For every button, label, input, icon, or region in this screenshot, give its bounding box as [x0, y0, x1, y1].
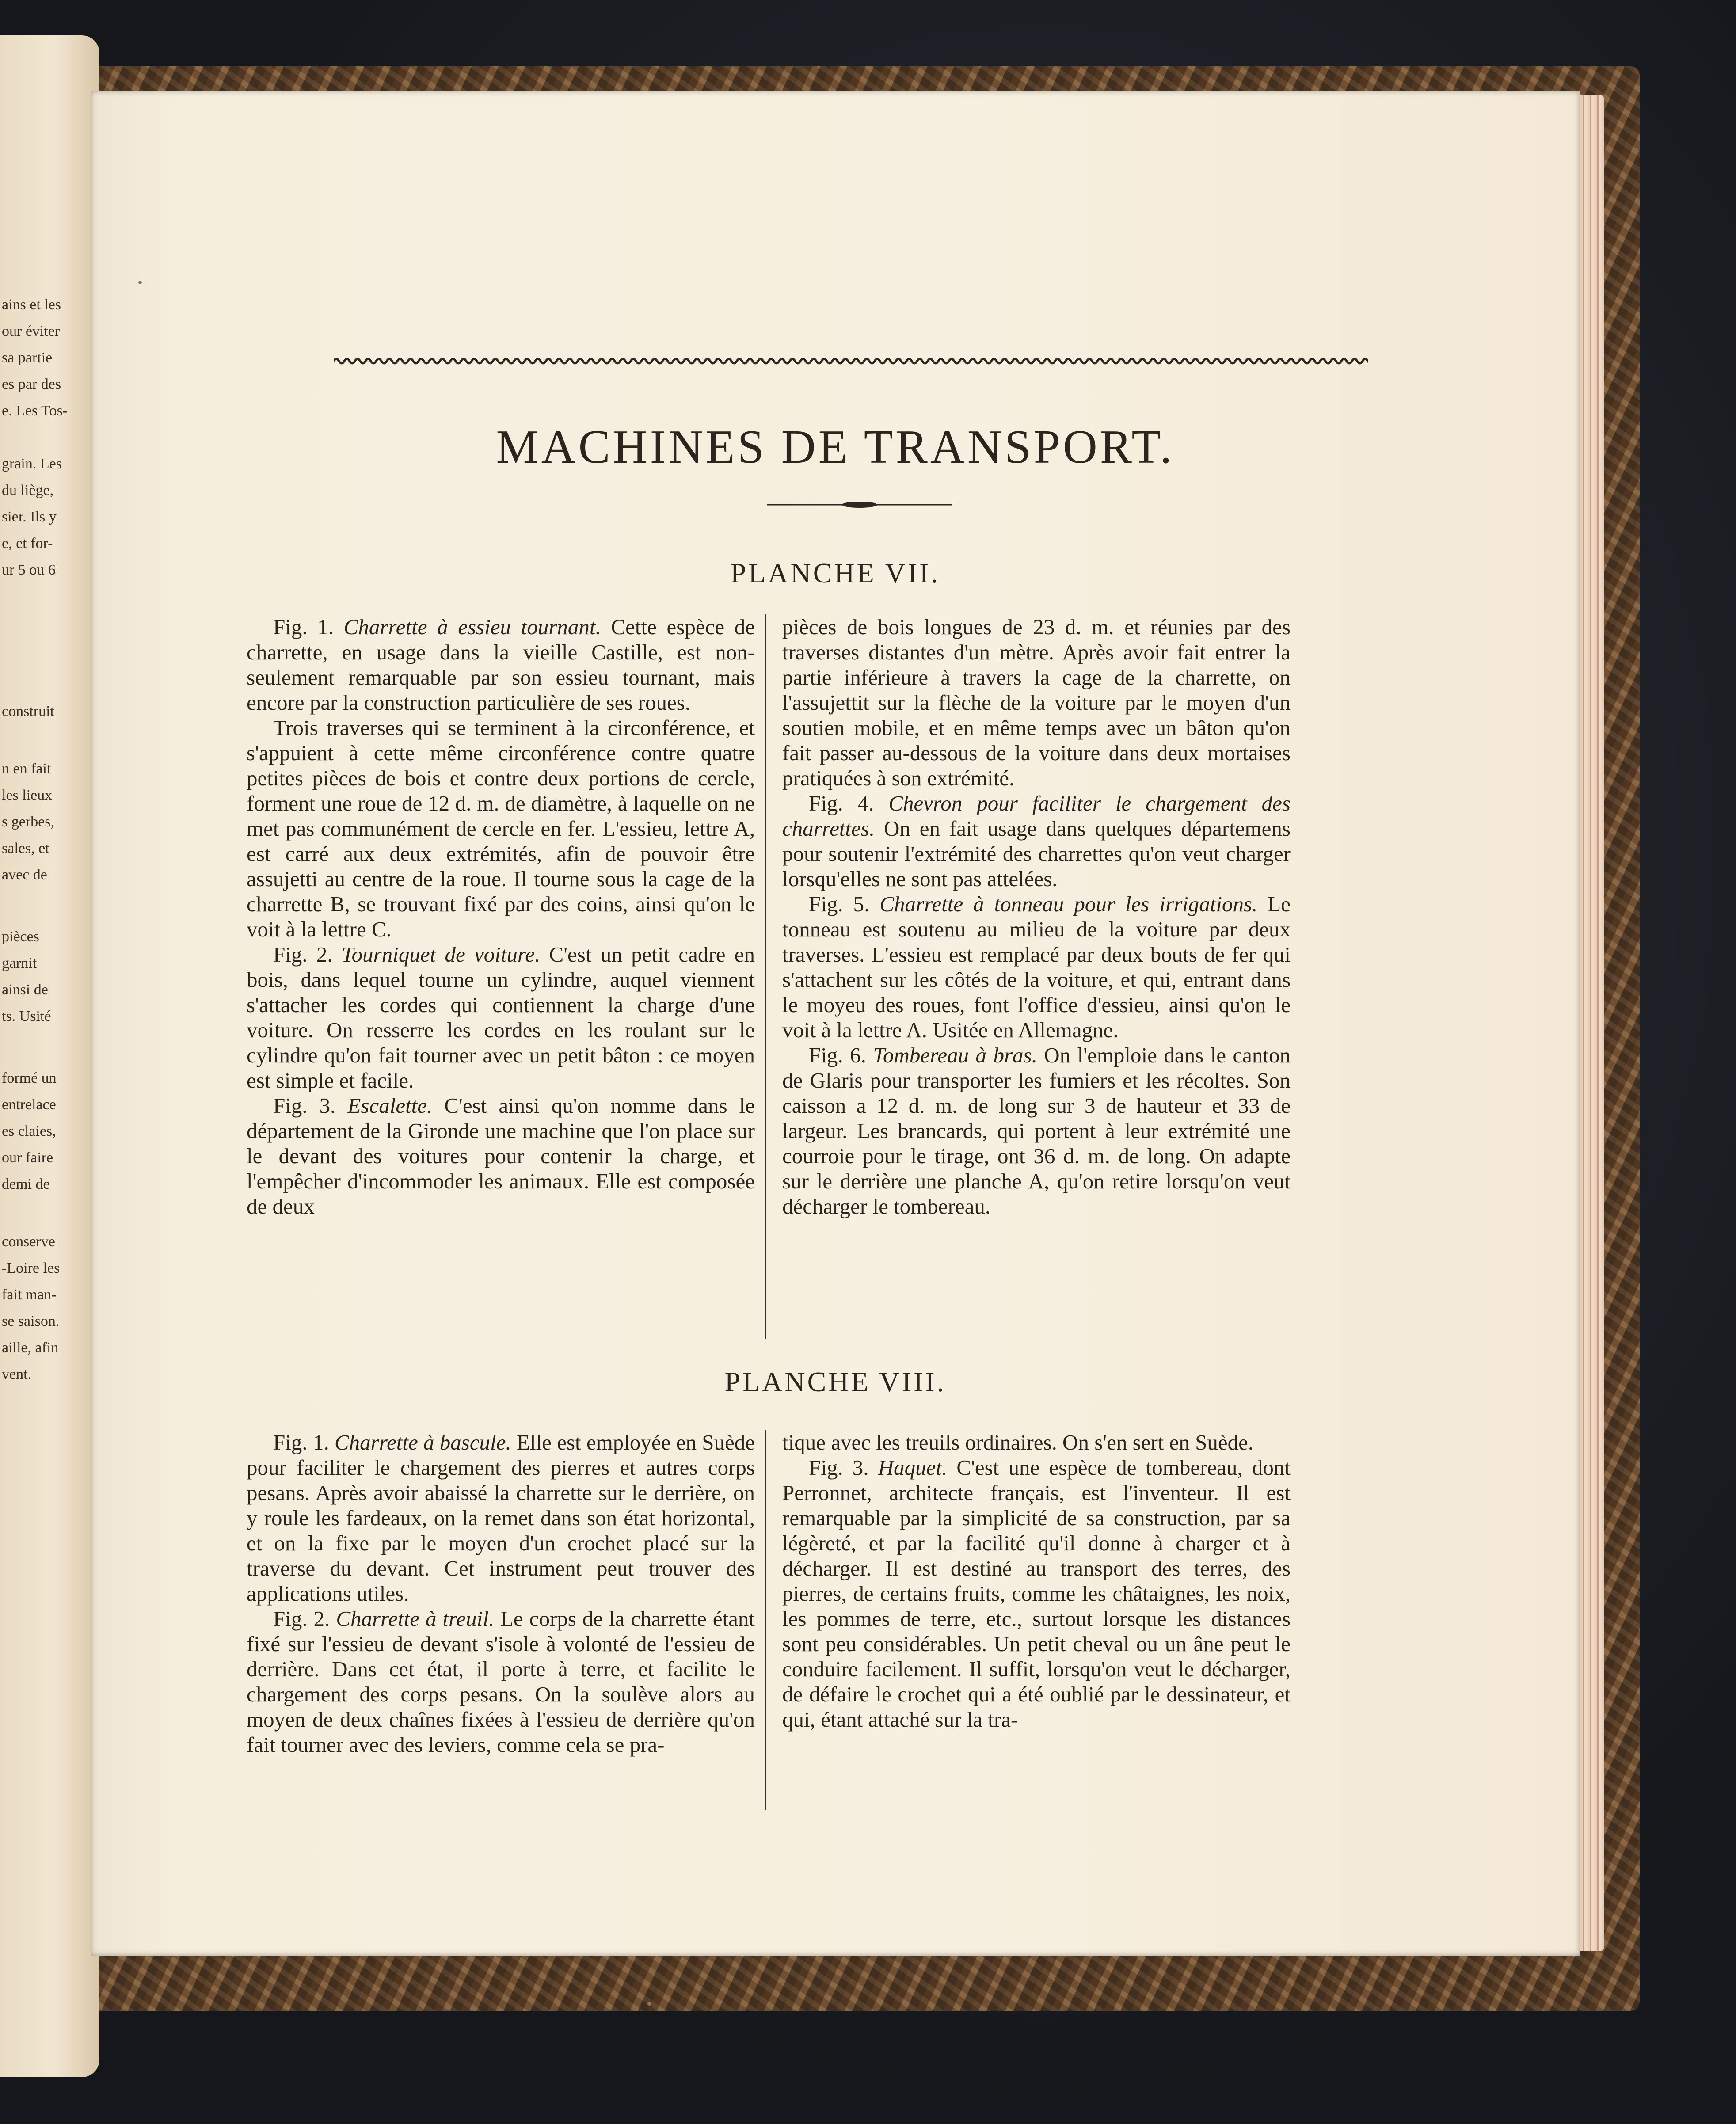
paragraph-text: C'est ainsi qu'on nomme dans le département de la Gironde une machine que l'on place sur le devant des voitures pour contenir la charge, et l'empêcher d'incommoder les animaux. Elle est composée de deux	[247, 1093, 755, 1218]
left-page-fragment: e. Les Tos-	[2, 403, 68, 419]
paragraph-text: On en fait usage dans quelques départemens pour soutenir l'extrémité des charrettes qu'on veut charger lorsqu'elles ne sont pas attelées.	[782, 816, 1291, 891]
paragraph-text: C'est un petit cadre en bois, dans lequel tourne un cylindre, auquel viennent s'attacher les cordes qui contiennent la charge d'une voiture. On resserre les cordes en les roulant sur le cylindre qu'on fait tourner avec un petit bâton : ce moyen est simple et facile.	[247, 942, 755, 1092]
left-page-fragment: sa partie	[2, 350, 53, 366]
left-page-fragment: garnit	[2, 955, 37, 971]
column-divider	[765, 1430, 766, 1810]
column-left-planche-vii	[247, 614, 755, 1219]
figure-caption: Charrette à bascule.	[334, 1430, 511, 1454]
figure-caption: Escalette.	[347, 1093, 433, 1118]
body-paragraph	[782, 1430, 1291, 1455]
left-page-fragment: se saison.	[2, 1313, 60, 1329]
left-page-fragment: es par des	[2, 376, 61, 392]
figure-label: Fig. 1.	[273, 615, 344, 639]
body-paragraph	[782, 1455, 1291, 1732]
figure-caption: Charrette à essieu tournant.	[343, 615, 601, 639]
paragraph-text: Cette espèce de charrette, en usage dans la vieille Castille, est non-seulement remarquable par son essieu tournant, mais encore par la construction particulière de ses roues.	[247, 615, 755, 715]
left-page-fragment: pièces	[2, 929, 39, 945]
body-paragraph	[782, 1043, 1291, 1219]
left-page-fragment: grain. Les	[2, 456, 62, 472]
paragraph-text: Le corps de la charrette étant fixé sur l'essieu de devant s'isole à volonté de l'essieu de derrière. Dans cet état, il porte à terre, et facilite le chargement des corps pesans. On la soulève alors au moyen de deux chaînes fixées à l'essieu de derrière qu'on fait tourner avec des leviers, comme cela se pra-	[247, 1606, 755, 1757]
body-paragraph	[782, 614, 1291, 791]
body-paragraph	[782, 891, 1291, 1043]
figure-caption: Chevron pour faciliter le chargement des charrettes.	[782, 791, 1291, 841]
body-paragraph	[247, 942, 755, 1093]
wavy-rule-ornament	[334, 356, 1368, 366]
paragraph-text: Elle est employée en Suède pour faciliter le chargement des pierres et autres corps pesans. Après avoir abaissé la charrette sur le derrière, on y roule les fardeaux, on la remet dans son état horizontal, et on la fixe par le moyen d'un crochet placé sur la traverse du devant. Cet instrument peut trouver des applications utiles.	[247, 1430, 755, 1606]
left-page-fragment: es claies,	[2, 1123, 56, 1139]
left-page-fragment: fait man-	[2, 1287, 57, 1303]
left-page-fragment: sales, et	[2, 840, 49, 856]
figure-caption: Charrette à treuil.	[336, 1606, 495, 1631]
paragraph-text: C'est une espèce de tombereau, dont Perronnet, architecte français, est l'inventeur. Il est remarquable par la simplicité de sa construction, par sa légèreté, et par la facilité qu'il donne à charger et à décharger. Il est destiné au transport des terres, des pierres, de certains fruits, comme les châtaignes, les noix, les pommes de terre, etc., surtout lorsque les distances sont peu considérables. Un petit cheval ou un âne peut le conduire facilement. Il suffit, lorsqu'on veut le décharger, de défaire le crochet qui a été oublié par le dessinateur, et qui, étant attaché sur la tra-	[782, 1455, 1291, 1732]
left-page-fragment: demi de	[2, 1176, 50, 1192]
page-speck	[647, 2002, 651, 2006]
paragraph-text: tique avec les treuils ordinaires. On s'en sert en Suède.	[782, 1430, 1254, 1454]
paragraph-text: Trois traverses qui se terminent à la circonférence, et s'appuient à cette même circonférence contre quatre petites pièces de bois et contre deux portions de cercle, forment une roue de 12 d. m. de diamètre, à laquelle on ne met pas communément de cercle en fer. L'essieu, lettre A, est carré aux deux extrémités, afin de pouvoir être assujetti au centre de la roue. Il tourne sous la cage de la charrette B, se trouvant fixé par des coins, ainsi qu'on le voit à la lettre C.	[247, 716, 755, 941]
left-page-fragment: les lieux	[2, 787, 53, 803]
figure-label: Fig. 4.	[809, 791, 889, 815]
left-page-fragment: ains et les	[2, 297, 61, 313]
figure-label: Fig. 3.	[273, 1093, 348, 1118]
body-paragraph	[247, 614, 755, 715]
left-page-fragment: our faire	[2, 1150, 53, 1166]
left-page-fragment: avec de	[2, 867, 47, 883]
figure-label: Fig. 2.	[273, 1606, 336, 1631]
body-paragraph	[247, 715, 755, 942]
figure-caption: Haquet.	[878, 1455, 948, 1480]
left-page-fragment: formé un	[2, 1070, 57, 1086]
left-page-fragment: du liège,	[2, 482, 54, 499]
page-title: MACHINES DE TRANSPORT.	[496, 421, 1175, 473]
figure-label: Fig. 5.	[809, 892, 880, 916]
left-page-fragment: -Loire les	[2, 1260, 60, 1276]
figure-label: Fig. 3.	[809, 1455, 878, 1480]
figure-label: Fig. 1.	[273, 1430, 335, 1454]
left-page-fragment: ur 5 ou 6	[2, 562, 56, 578]
figure-label: Fig. 6.	[809, 1043, 873, 1067]
figure-caption: Tourniquet de voiture.	[341, 942, 541, 967]
left-page-fragment: entrelace	[2, 1096, 56, 1113]
left-page-fragment: conserve	[2, 1233, 55, 1250]
column-right-planche-viii	[782, 1430, 1291, 1732]
body-paragraph	[782, 791, 1291, 891]
title-divider-ornament	[767, 499, 952, 510]
left-page-fragment: ainsi de	[2, 982, 48, 998]
figure-caption: Tombereau à bras.	[873, 1043, 1037, 1067]
paragraph-text: pièces de bois longues de 23 d. m. et réunies par des traverses distantes d'un mètre. Après avoir fait entrer la partie inférieure à travers la cage de la charrette, on l'assujettit sur la flèche de la voiture par le moyen d'un soutien mobile, et en même temps avec un bâton qu'on fait passer au-dessous de la voiture dans deux mortaises pratiquées à son extrémité.	[782, 615, 1291, 790]
left-page-fragment: sier. Ils y	[2, 509, 57, 525]
column-divider	[765, 614, 766, 1339]
figure-label: Fig. 2.	[273, 942, 342, 967]
column-right-planche-vii	[782, 614, 1291, 1219]
left-page-fragment: aille, afin	[2, 1340, 59, 1356]
left-page-fragment: vent.	[2, 1366, 32, 1382]
body-paragraph	[247, 1093, 755, 1219]
left-page-fragment: s gerbes,	[2, 814, 54, 830]
book-page	[91, 91, 1580, 1956]
paragraph-text: On l'emploie dans le canton de Glaris pour transporter les fumiers et les récoltes. Son caisson a 12 d. m. de long sur 3 de hauteur et 33 de largeur. Les brancards, qui portent à leur extrémité une courroie pour le tirage, ont 36 d. m. de long. On adapte sur le derrière une planche A, qu'on retire lorsqu'on veut décharger le tombereau.	[782, 1043, 1291, 1218]
left-page-fragment: construit	[2, 703, 54, 719]
left-page-fragment: e, et for-	[2, 535, 53, 552]
figure-caption: Charrette à tonneau pour les irrigations.	[879, 892, 1258, 916]
previous-page-edge	[0, 35, 99, 2077]
column-left-planche-viii	[247, 1430, 755, 1757]
page-speck	[138, 281, 142, 284]
left-page-fragment: ts. Usité	[2, 1008, 51, 1024]
paragraph-text: Le tonneau est soutenu au milieu de la voiture par deux traverses. L'essieu est remplacé par deux bouts de fer qui s'attachent sur les côtés de la voiture, et qui, entrant dans le moyeu des roues, font l'office d'essieu, ainsi qu'on le voit à la lettre A. Usitée en Allemagne.	[782, 892, 1291, 1042]
body-paragraph	[247, 1606, 755, 1757]
section-heading-planche-vii: PLANCHE VII.	[730, 557, 940, 589]
body-paragraph	[247, 1430, 755, 1606]
left-page-fragment: n en fait	[2, 761, 51, 777]
left-page-fragment: our éviter	[2, 323, 60, 339]
section-heading-planche-viii: PLANCHE VIII.	[724, 1366, 946, 1397]
